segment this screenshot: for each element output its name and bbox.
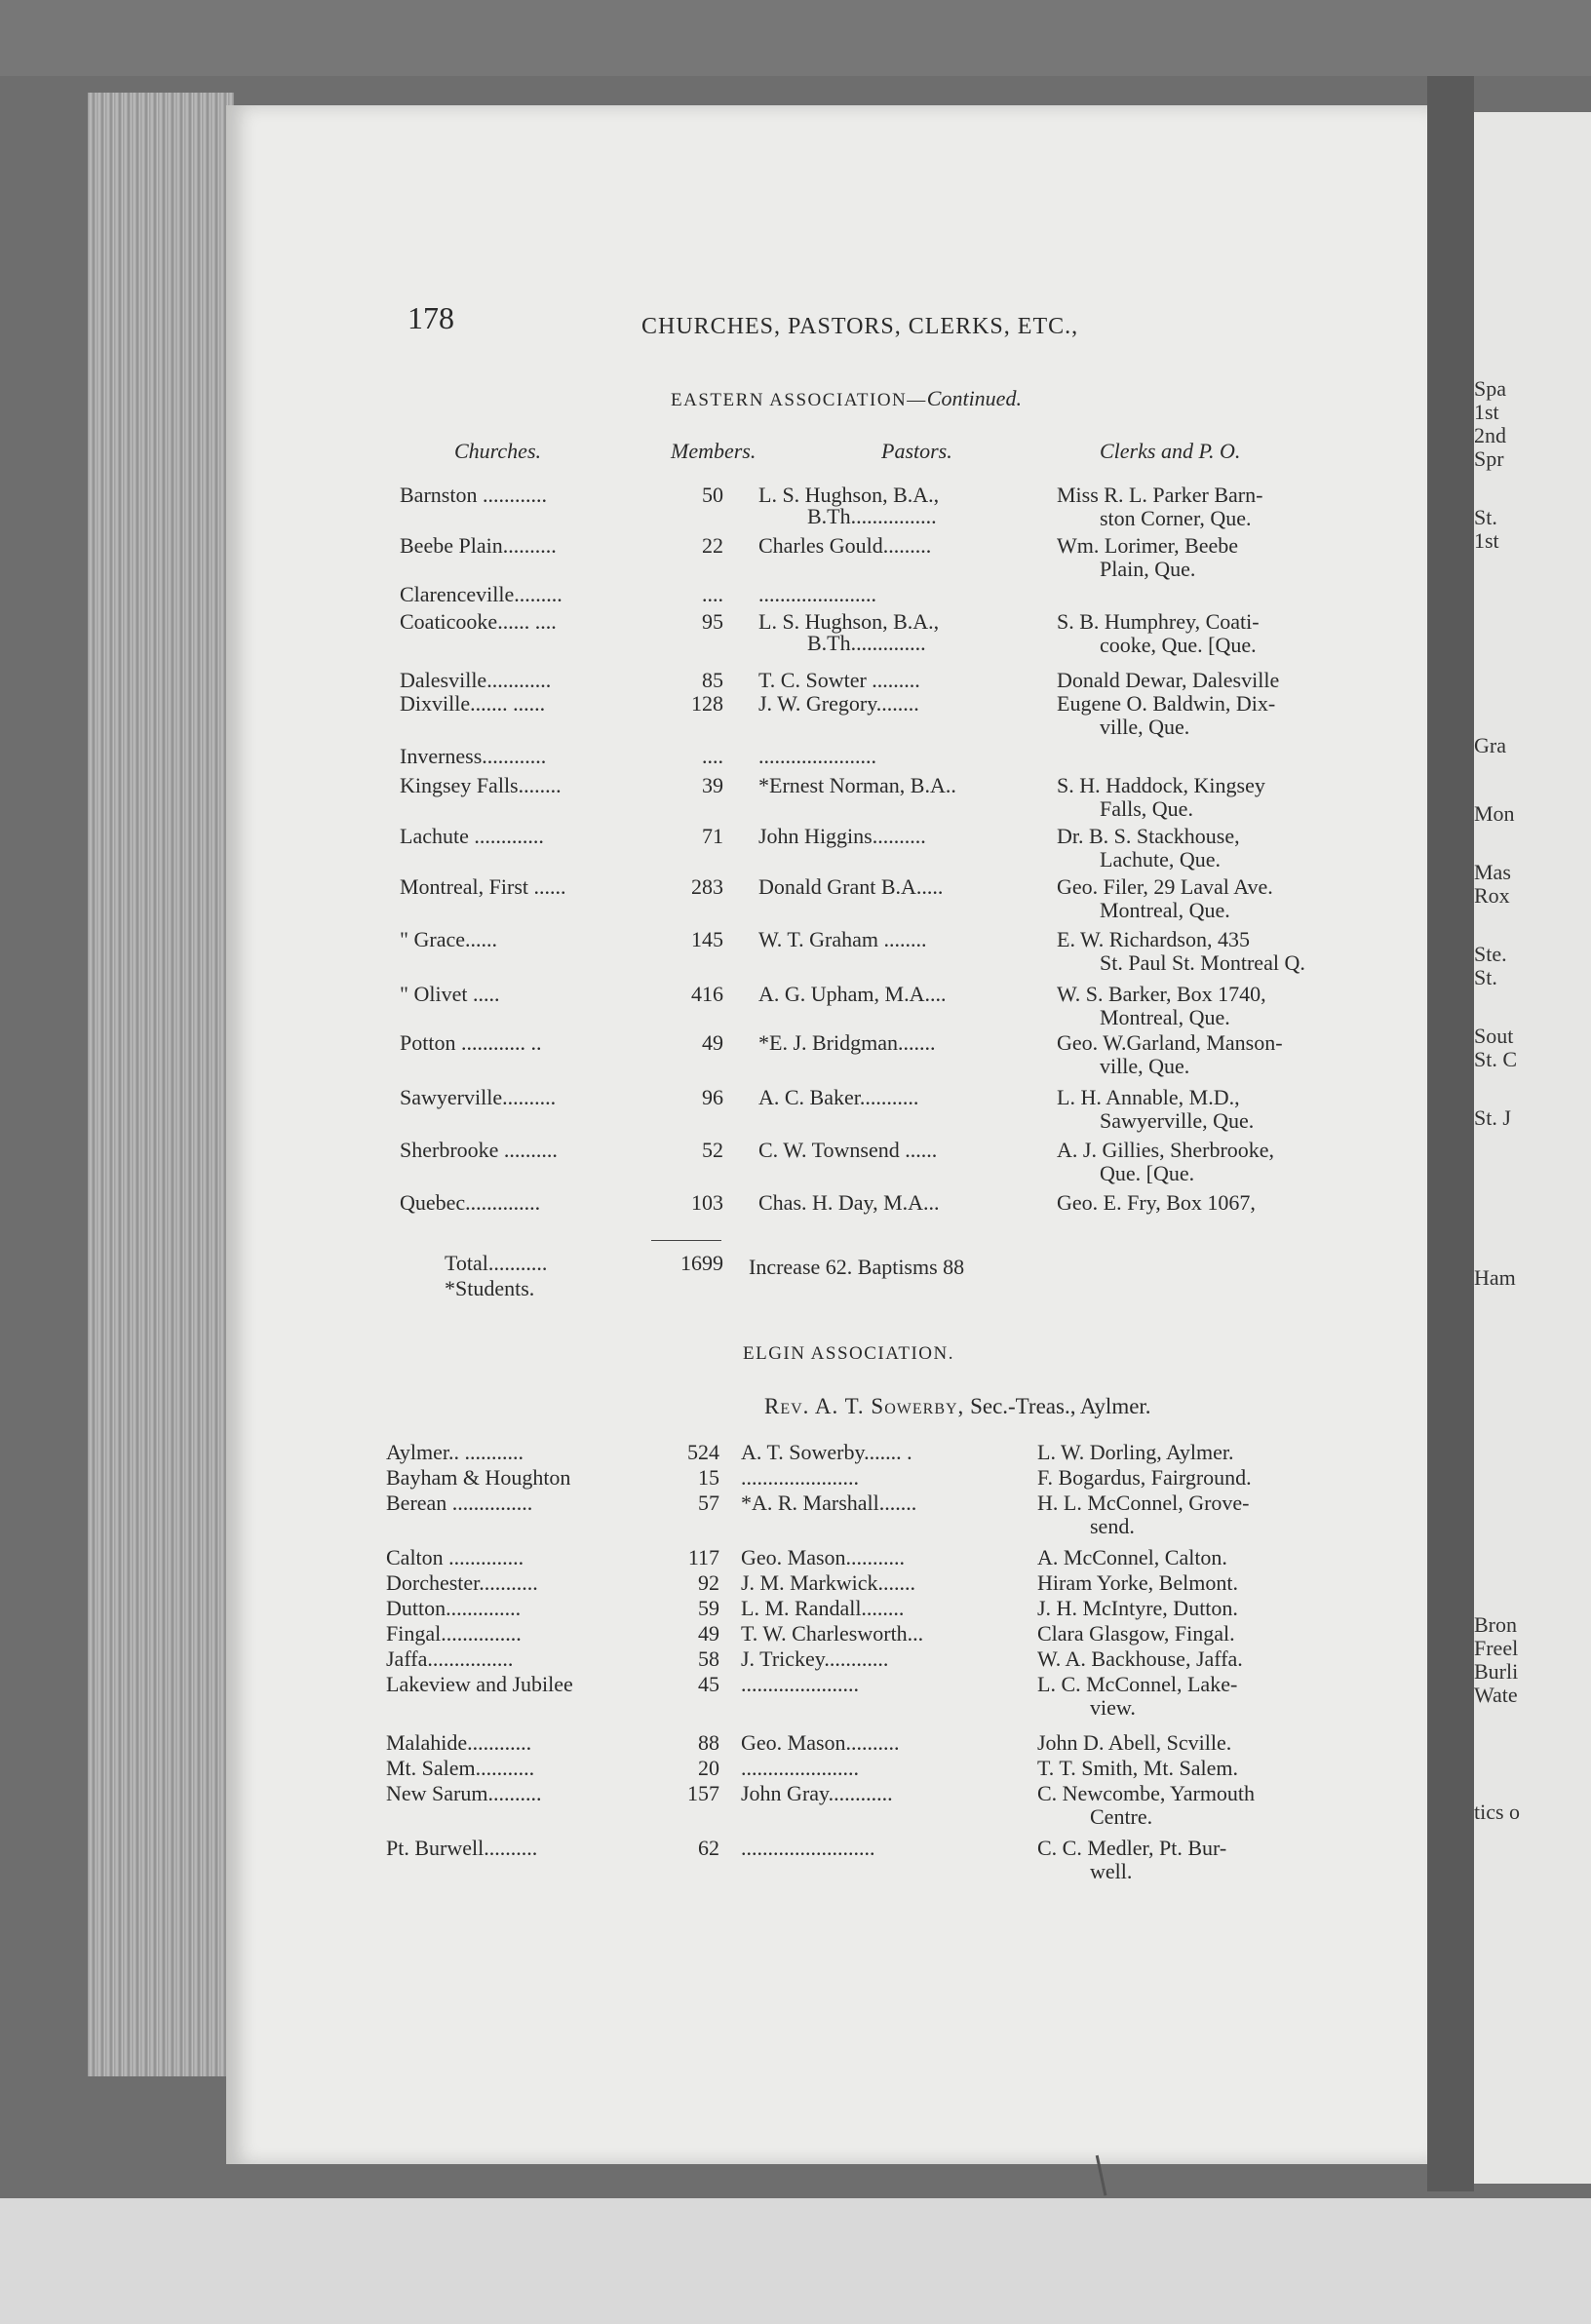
clerk-address: John D. Abell, Sсville. bbox=[1037, 1730, 1232, 1755]
church-name: Lakeview and Jubilee bbox=[386, 1672, 573, 1696]
clerk-address-cont: ville, Que. bbox=[1100, 715, 1190, 739]
member-count: 92 bbox=[698, 1570, 719, 1595]
right-page-fragment: Spr bbox=[1474, 446, 1504, 471]
member-count: 88 bbox=[698, 1730, 719, 1755]
pastor-name: Geo. Mason.......... bbox=[741, 1730, 900, 1755]
member-count: 157 bbox=[687, 1781, 719, 1805]
column-header-churches: Churches. bbox=[454, 439, 542, 463]
clerk-address-cont: Falls, Que. bbox=[1100, 796, 1193, 821]
clerk-address: S. B. Humphrey, Coati- bbox=[1057, 609, 1260, 634]
church-name: " Olivet ..... bbox=[400, 982, 500, 1006]
member-count: 50 bbox=[702, 483, 723, 507]
pastor-name: C. W. Townsend ...... bbox=[758, 1138, 938, 1162]
clerk-address-cont: ston Corner, Que. bbox=[1100, 506, 1252, 530]
column-header-clerks: Clerks and P. O. bbox=[1100, 439, 1241, 463]
pastor-name: T. C. Sowter ......... bbox=[758, 668, 920, 692]
member-count: 20 bbox=[698, 1756, 719, 1780]
right-page-fragment: Spa bbox=[1474, 376, 1506, 401]
church-name: Jaffa................ bbox=[386, 1646, 514, 1671]
right-page-fragment: St. C bbox=[1474, 1047, 1518, 1071]
right-page-fragment: Gra bbox=[1474, 733, 1506, 757]
page-number: 178 bbox=[407, 300, 454, 335]
scan-bottom-background bbox=[0, 2198, 1591, 2324]
clerk-address: E. W. Richardson, 435 bbox=[1057, 927, 1250, 951]
clerk-address-cont: well. bbox=[1090, 1859, 1133, 1883]
pastor-name: ...................... bbox=[758, 744, 876, 768]
pastor-name: Geo. Mason........... bbox=[741, 1545, 906, 1569]
clerk-address: A. McConnel, Calton. bbox=[1037, 1545, 1227, 1569]
member-count: 103 bbox=[691, 1190, 723, 1215]
right-page-fragment: Bron bbox=[1474, 1612, 1517, 1637]
church-name: Dalesville............ bbox=[400, 668, 552, 692]
right-page-fragment: 1st bbox=[1474, 400, 1499, 424]
church-name: Sawyerville.......... bbox=[400, 1085, 557, 1109]
clerk-address: Donald Dewar, Dalesville bbox=[1057, 668, 1280, 692]
pastor-name: ...................... bbox=[758, 582, 876, 606]
eastern-association-heading bbox=[671, 386, 1022, 411]
member-count: 49 bbox=[698, 1621, 719, 1646]
clerk-address: A. J. Gillies, Sherbrooke, bbox=[1057, 1138, 1275, 1162]
church-name: Lachute ............. bbox=[400, 824, 544, 848]
clerk-address: L. W. Dorling, Aylmer. bbox=[1037, 1440, 1234, 1464]
member-count: .... bbox=[702, 582, 723, 606]
total-note: Increase 62. Baptisms 88 bbox=[749, 1255, 965, 1279]
clerk-address: Eugene O. Baldwin, Dix- bbox=[1057, 691, 1276, 716]
member-count: 71 bbox=[702, 824, 723, 848]
clerk-address: T. T. Smith, Mt. Salem. bbox=[1037, 1756, 1238, 1780]
pastor-degree: B.Th.............. bbox=[807, 631, 926, 655]
member-count: 85 bbox=[702, 668, 723, 692]
member-count: 39 bbox=[702, 773, 723, 797]
member-count: 58 bbox=[698, 1646, 719, 1671]
clerk-address-cont: send. bbox=[1090, 1514, 1135, 1538]
clerk-address-cont: ville, Que. bbox=[1100, 1054, 1190, 1078]
church-name: Coaticooke...... .... bbox=[400, 609, 557, 634]
pastor-name: J. Trickey............ bbox=[741, 1646, 889, 1671]
pastor-name: ...................... bbox=[741, 1465, 859, 1490]
clerk-address-cont: Lachute, Que. bbox=[1100, 847, 1221, 872]
right-page-fragment: Ham bbox=[1474, 1265, 1516, 1290]
clerk-address-cont: Que. [Que. bbox=[1100, 1161, 1195, 1185]
pastor-name: ...................... bbox=[741, 1672, 859, 1696]
clerk-address: Geo. Filer, 29 Laval Ave. bbox=[1057, 874, 1273, 899]
right-page-fragment: Freel bbox=[1474, 1636, 1519, 1660]
book-page-right bbox=[1474, 112, 1591, 2184]
right-page-fragment: tics o bbox=[1474, 1800, 1521, 1824]
pastor-name: *Ernest Norman, B.A.. bbox=[758, 773, 956, 797]
secretary-title: Sec.-Treas., Aylmer. bbox=[970, 1394, 1151, 1418]
church-name: Clarenceville......... bbox=[400, 582, 563, 606]
right-page-fragment: Burli bbox=[1474, 1659, 1519, 1684]
elgin-secretary-line bbox=[764, 1394, 1151, 1419]
clerk-address: C. C. Medler, Pt. Bur- bbox=[1037, 1836, 1227, 1860]
church-name: Dutton.............. bbox=[386, 1596, 522, 1620]
clerk-address: W. A. Backhouse, Jaffa. bbox=[1037, 1646, 1243, 1671]
pastor-name: Charles Gould......... bbox=[758, 533, 932, 558]
pastor-name: L. S. Hughson, B.A., bbox=[758, 609, 940, 634]
clerk-address-cont: cooke, Que. [Que. bbox=[1100, 633, 1257, 657]
right-page-fragment: Rox bbox=[1474, 883, 1510, 908]
member-count: 49 bbox=[702, 1030, 723, 1055]
right-page-fragment: 2nd bbox=[1474, 423, 1506, 447]
pastor-name: *E. J. Bridgman....... bbox=[758, 1030, 936, 1055]
member-count: 22 bbox=[702, 533, 723, 558]
clerk-address: Hiram Yorke, Belmont. bbox=[1037, 1570, 1238, 1595]
church-name: Inverness............ bbox=[400, 744, 547, 768]
clerk-address: Geo. E. Fry, Box 1067, bbox=[1057, 1190, 1256, 1215]
church-name: Barnston ............ bbox=[400, 483, 547, 507]
right-page-fragment: 1st bbox=[1474, 528, 1499, 553]
member-count: 117 bbox=[687, 1545, 719, 1569]
right-page-fragment: Mas bbox=[1474, 860, 1511, 884]
book-page-edges bbox=[88, 93, 234, 2076]
pastor-name: ......................... bbox=[741, 1836, 875, 1860]
pastor-name: J. M. Markwick....... bbox=[741, 1570, 916, 1595]
column-header-pastors: Pastors. bbox=[881, 439, 952, 463]
church-name: New Sarum.......... bbox=[386, 1781, 542, 1805]
clerk-address: H. L. McConnel, Grove- bbox=[1037, 1491, 1250, 1515]
clerk-address: F. Bogardus, Fairground. bbox=[1037, 1465, 1252, 1490]
pastor-name: A. G. Upham, M.A.... bbox=[758, 982, 947, 1006]
member-count: 416 bbox=[691, 982, 723, 1006]
member-count: 96 bbox=[702, 1085, 723, 1109]
church-name: Calton .............. bbox=[386, 1545, 524, 1569]
pastor-name: T. W. Charlesworth... bbox=[741, 1621, 924, 1646]
pastor-name: *A. R. Marshall....... bbox=[741, 1491, 917, 1515]
clerk-address: Miss R. L. Parker Barn- bbox=[1057, 483, 1263, 507]
church-name: " Grace...... bbox=[400, 927, 497, 951]
right-page-fragment: St. bbox=[1474, 965, 1497, 989]
member-count: 145 bbox=[691, 927, 723, 951]
member-count: 45 bbox=[698, 1672, 719, 1696]
right-page-fragment: Ste. bbox=[1474, 942, 1507, 966]
member-count: 524 bbox=[687, 1440, 719, 1464]
pastor-name: ...................... bbox=[741, 1756, 859, 1780]
clerk-address-cont: Sawyerville, Que. bbox=[1100, 1108, 1255, 1133]
right-page-fragment: St. J bbox=[1474, 1105, 1511, 1130]
clerk-address: S. H. Haddock, Kingsey bbox=[1057, 773, 1265, 797]
total-value: 1699 bbox=[680, 1251, 723, 1275]
pastor-name: John Gray............ bbox=[741, 1781, 893, 1805]
pastor-name: John Higgins.......... bbox=[758, 824, 926, 848]
member-count: 57 bbox=[698, 1491, 719, 1515]
pastor-name: A. T. Sowerby....... . bbox=[741, 1440, 912, 1464]
students-note: *Students. bbox=[445, 1276, 535, 1300]
church-name: Quebec.............. bbox=[400, 1190, 541, 1215]
clerk-address: L. H. Annable, M.D., bbox=[1057, 1085, 1240, 1109]
total-rule bbox=[651, 1240, 721, 1241]
clerk-address: Wm. Lorimer, Beebe bbox=[1057, 533, 1239, 558]
clerk-address-cont: St. Paul St. Montreal Q. bbox=[1100, 950, 1305, 975]
clerk-address: Geo. W.Garland, Manson- bbox=[1057, 1030, 1283, 1055]
eastern-heading-continued: Continued. bbox=[926, 386, 1022, 410]
member-count: 52 bbox=[702, 1138, 723, 1162]
eastern-heading-text: EASTERN ASSOCIATION— bbox=[671, 390, 927, 410]
member-count: 283 bbox=[691, 874, 723, 899]
clerk-address-cont: Montreal, Que. bbox=[1100, 898, 1230, 922]
clerk-address: J. H. McIntyre, Dutton. bbox=[1037, 1596, 1238, 1620]
church-name: Kingsey Falls........ bbox=[400, 773, 562, 797]
clerk-address-cont: Montreal, Que. bbox=[1100, 1005, 1230, 1029]
pastor-name: A. C. Baker........... bbox=[758, 1085, 919, 1109]
member-count: 15 bbox=[698, 1465, 719, 1490]
clerk-address: Clara Glasgow, Fingal. bbox=[1037, 1621, 1235, 1646]
book-gutter bbox=[1427, 76, 1474, 2191]
member-count: 95 bbox=[702, 609, 723, 634]
member-count: .... bbox=[702, 744, 723, 768]
church-name: Potton ............ .. bbox=[400, 1030, 542, 1055]
pastor-name: J. W. Gregory........ bbox=[758, 691, 919, 716]
right-page-fragment: Wate bbox=[1474, 1683, 1518, 1707]
church-name: Aylmer.. ........... bbox=[386, 1440, 524, 1464]
running-head: CHURCHES, PASTORS, CLERKS, ETC., bbox=[641, 314, 1079, 339]
church-name: Malahide............ bbox=[386, 1730, 532, 1755]
church-name: Montreal, First ...... bbox=[400, 874, 566, 899]
clerk-address: Dr. B. S. Stackhouse, bbox=[1057, 824, 1240, 848]
church-name: Dorchester........... bbox=[386, 1570, 538, 1595]
secretary-name: Rev. A. T. Sowerby, bbox=[764, 1394, 965, 1418]
church-name: Mt. Salem........... bbox=[386, 1756, 535, 1780]
scan-top-background bbox=[0, 0, 1591, 76]
elgin-association-heading: ELGIN ASSOCIATION. bbox=[743, 1343, 954, 1364]
pastor-name: L. S. Hughson, B.A., bbox=[758, 483, 940, 507]
pastor-name: Donald Grant B.A..... bbox=[758, 874, 944, 899]
clerk-address: C. Newcombe, Yarmouth bbox=[1037, 1781, 1256, 1805]
church-name: Sherbrooke .......... bbox=[400, 1138, 558, 1162]
church-name: Dixville....... ...... bbox=[400, 691, 546, 716]
total-label: Total........... bbox=[445, 1251, 548, 1275]
church-name: Pt. Burwell.......... bbox=[386, 1836, 538, 1860]
church-name: Fingal............... bbox=[386, 1621, 522, 1646]
member-count: 62 bbox=[698, 1836, 719, 1860]
clerk-address-cont: Centre. bbox=[1090, 1804, 1153, 1829]
church-name: Berean ............... bbox=[386, 1491, 533, 1515]
clerk-address: L. C. McConnel, Lake- bbox=[1037, 1672, 1238, 1696]
clerk-address: W. S. Barker, Box 1740, bbox=[1057, 982, 1266, 1006]
pastor-degree: B.Th................ bbox=[807, 504, 937, 528]
clerk-address-cont: view. bbox=[1090, 1695, 1136, 1720]
church-name: Beebe Plain.......... bbox=[400, 533, 557, 558]
member-count: 59 bbox=[698, 1596, 719, 1620]
column-header-members: Members. bbox=[671, 439, 757, 463]
clerk-address-cont: Plain, Que. bbox=[1100, 557, 1196, 581]
pastor-name: L. M. Randall........ bbox=[741, 1596, 905, 1620]
pastor-name: W. T. Graham ........ bbox=[758, 927, 927, 951]
right-page-fragment: Mon bbox=[1474, 801, 1515, 826]
right-page-fragment: St. bbox=[1474, 505, 1497, 529]
right-page-fragment: Sout bbox=[1474, 1024, 1514, 1048]
church-name: Bayham & Houghton bbox=[386, 1465, 571, 1490]
member-count: 128 bbox=[691, 691, 723, 716]
pastor-name: Chas. H. Day, M.A... bbox=[758, 1190, 940, 1215]
